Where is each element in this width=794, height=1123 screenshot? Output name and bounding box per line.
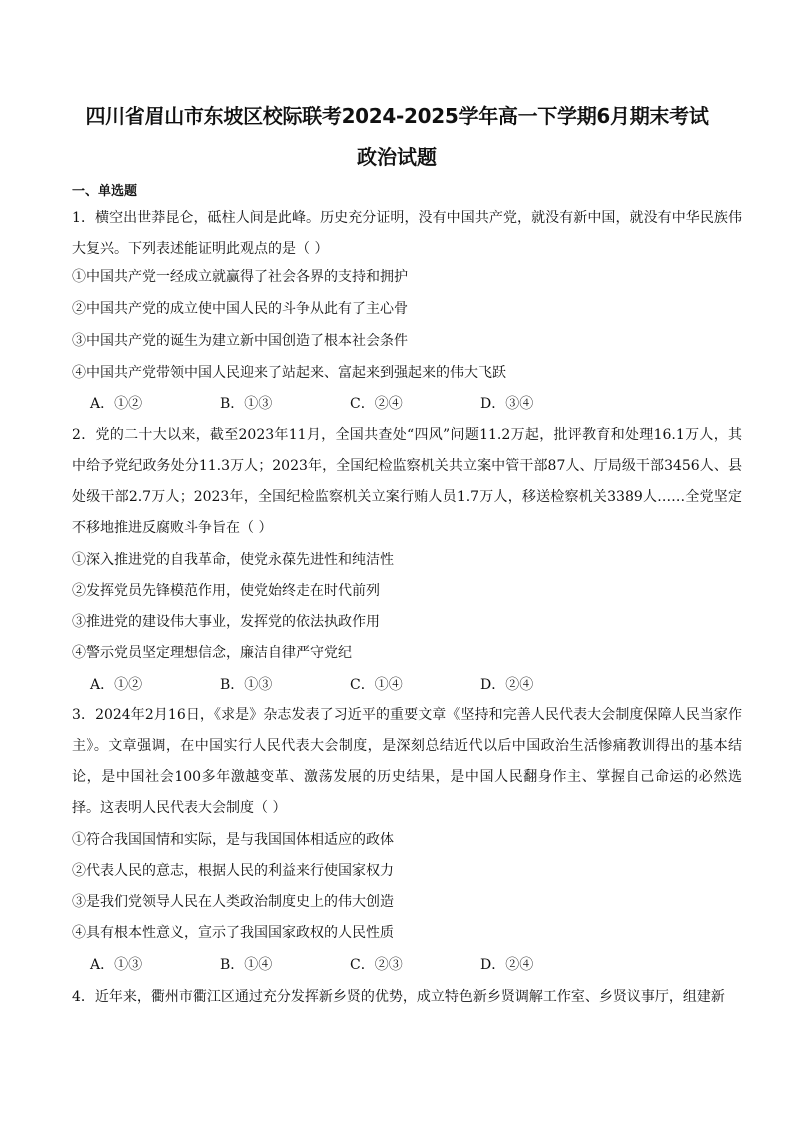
question-2-stem: 2．党的二十大以来，截至2023年11月，全国共查处“四风”问题11.2万起，批评教育和处理16.1万人，其中给予党纪政务处分11.3万人；2023年，全国纪检监察机关共立案中管干部87人、厅局级干部3456人、县处级干部2.7万人；2023年，全国纪检监察机关立案行贿人员1.7万人，移送检察机关3389人……全党坚定不移地推进反腐败斗争旨在（ ） xyxy=(72,427,742,536)
question-3-choice-d: D．②④ xyxy=(480,957,534,973)
question-3-choice-b: B．①④ xyxy=(220,957,273,973)
question-2-option-3: ③推进党的建设伟大事业，发挥党的依法执政作用 xyxy=(72,614,380,630)
question-4-stem: 4．近年来，衢州市衢江区通过充分发挥新乡贤的优势，成立特色新乡贤调解工作室、乡贤议事厅，组建新 xyxy=(72,989,725,1005)
question-2-option-2: ②发挥党员先锋模范作用，使党始终走在时代前列 xyxy=(72,583,380,599)
question-1-choices xyxy=(90,394,610,414)
question-2-choice-d: D．②④ xyxy=(480,677,534,693)
question-1-choice-a: A．①② xyxy=(90,396,143,412)
question-2-choice-c: C．①④ xyxy=(350,677,403,693)
question-3-choice-c: C．②③ xyxy=(350,957,403,973)
question-2-option-1: ①深入推进党的自我革命，使党永葆先进性和纯洁性 xyxy=(72,552,394,568)
question-2-option-4: ④警示党员坚定理想信念，廉洁自律严守党纪 xyxy=(72,645,352,661)
question-3-option-4: ④具有根本性意义，宣示了我国国家政权的人民性质 xyxy=(72,925,394,941)
question-2-choice-b: B．①③ xyxy=(220,677,273,693)
section-heading: 一、单选题 xyxy=(72,184,138,199)
question-1-choice-c: C．②④ xyxy=(350,396,403,412)
question-1-option-2: ②中国共产党的成立使中国人民的斗争从此有了主心骨 xyxy=(72,301,408,317)
question-3-option-2: ②代表人民的意志，根据人民的利益来行使国家权力 xyxy=(72,863,394,879)
question-1-choice-b: B．①③ xyxy=(220,396,273,412)
question-1-option-3: ③中国共产党的诞生为建立新中国创造了根本社会条件 xyxy=(72,333,408,349)
question-1-choice-d: D．③④ xyxy=(480,396,534,412)
question-2-choice-a: A．①② xyxy=(90,677,143,693)
question-1-stem: 1．横空出世莽昆仑，砥柱人间是此峰。历史充分证明，没有中国共产党，就没有新中国，就没有中华民族伟大复兴。下列表述能证明此观点的是（ ） xyxy=(72,210,742,257)
question-3-stem: 3．2024年2月16日，《求是》杂志发表了习近平的重要文章《坚持和完善人民代表大会制度保障人民当家作主》。文章强调，在中国实行人民代表大会制度，是深刻总结近代以后中国政治生活惨痛教训得出的基本结论，是中国社会100多年激越变革、激荡发展的历史结果，是中国人民翻身作主、掌握自己命运的必然选择。这表明人民代表大会制度（ ） xyxy=(72,707,742,816)
question-3-option-1: ①符合我国国情和实际，是与我国国体相适应的政体 xyxy=(72,832,394,848)
question-3-choices xyxy=(90,955,610,975)
exam-title: 四川省眉山市东坡区校际联考2024-2025学年高一下学期6月期末考试 xyxy=(85,104,709,128)
question-3-option-3: ③是我们党领导人民在人类政治制度史上的伟大创造 xyxy=(72,894,394,910)
question-2-choices xyxy=(90,675,610,695)
question-1-option-4: ④中国共产党带领中国人民迎来了站起来、富起来到强起来的伟大飞跃 xyxy=(72,365,506,381)
question-1-option-1: ①中国共产党一经成立就赢得了社会各界的支持和拥护 xyxy=(72,269,408,285)
exam-subject-title: 政治试题 xyxy=(357,145,437,169)
question-3-choice-a: A．①③ xyxy=(90,957,143,973)
